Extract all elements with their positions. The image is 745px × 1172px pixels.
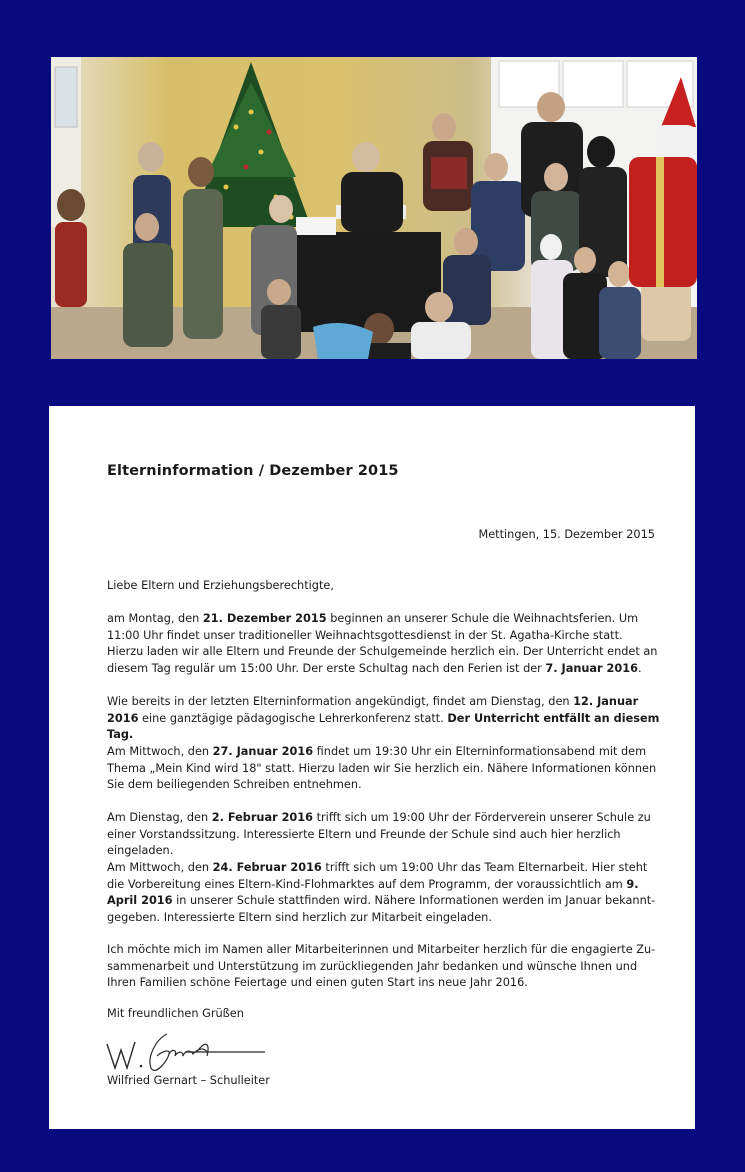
text-run: eine ganztägige pädagogische Lehrerkonferenz statt. bbox=[138, 711, 448, 725]
paragraph-4 bbox=[107, 810, 662, 860]
text-run: Am Mittwoch, den bbox=[107, 745, 213, 758]
bold-text: 24. Februar 2016 bbox=[212, 861, 322, 874]
paragraph-6 bbox=[107, 942, 662, 992]
text-run: Am Mittwoch, den bbox=[107, 861, 213, 874]
letter-date: Mettingen, 15. Dezember 2015 bbox=[478, 528, 655, 541]
paragraph-5 bbox=[107, 860, 662, 926]
letter bbox=[49, 406, 695, 1129]
text-run: in unserer Schule stattfinden wird. Nähere Informationen werden im Januar bekannt-gegeben. Interessierte Eltern sind herzlich zur Mitarbeit eingeladen. bbox=[107, 894, 656, 924]
salutation: Liebe Eltern und Erziehungsberechtigte, bbox=[107, 579, 334, 592]
bold-text: 21. Dezember 2015 bbox=[202, 612, 327, 625]
text-run: findet um 19:30 Uhr ein Elterninformationsabend mit dem Thema „Mein Kind wird 18" statt. Hierzu laden wir Sie herzlich ein. Nähere Informationen können Sie dem beiliegenden Schreiben entnehmen. bbox=[107, 745, 657, 792]
bold-text: 7. Januar 2016 bbox=[545, 661, 638, 675]
text-run: Am Dienstag, den bbox=[107, 811, 212, 824]
text-run: Wie bereits in der letzten Elterninformation angekündigt, findet am Dienstag, den bbox=[107, 695, 574, 708]
photo-scene-graphic bbox=[51, 57, 697, 359]
text-run: trifft sich um 19:00 Uhr der Förderverein unserer Schule zu einer Vorstandssitzung. Interessierte Eltern und Freunde der Schule sind auch hier herzlich eingeladen. bbox=[107, 811, 651, 858]
text-run: Ich möchte mich im Namen aller Mitarbeiterinnen und Mitarbeiter herzlich für die engagierte Zu-sammenarbeit und Unterstützung im zurückliegenden Jahr bedanken und wünsche Ihnen und Ihren Familien schöne Feiertage und einen guten Start ins neue Jahr 2016. bbox=[107, 943, 656, 990]
paragraph-1 bbox=[107, 611, 662, 677]
bold-text: 9. April 2016 bbox=[107, 877, 639, 908]
closing: Mit freundlichen Grüßen bbox=[107, 1007, 244, 1020]
bold-text: 12. Januar 2016 bbox=[107, 695, 639, 725]
text-run: am Montag, den bbox=[107, 612, 203, 625]
paragraph-2 bbox=[107, 694, 662, 744]
text-run: . bbox=[638, 661, 642, 675]
paragraph-3 bbox=[107, 744, 662, 794]
group-photo bbox=[51, 57, 697, 359]
signatory: Wilfried Gernart – Schulleiter bbox=[107, 1074, 270, 1087]
bold-text: 27. Januar 2016 bbox=[212, 745, 314, 758]
bold-text: 2. Februar 2016 bbox=[211, 811, 314, 824]
text-run: beginnen an unserer Schule die Weihnachtsferien. Um 11:00 Uhr findet unser traditioneller Weihnachtsgottesdienst in der St. Agatha-Kirche statt. Hierzu laden wir alle Eltern und Freunde der Schulgemeinde herzlich ein. Der Unterricht endet an diesem Tag regulär um 15:00 Uhr. Der erste Schultag nach den Ferien ist der bbox=[107, 612, 658, 675]
signature-graphic bbox=[105, 1028, 265, 1076]
letter-title: Elterninformation / Dezember 2015 bbox=[107, 463, 399, 479]
text-run: trifft sich um 19:00 Uhr das Team Elternarbeit. Hier steht die Vorbereitung eines Eltern-Kind-Flohmarktes auf dem Programm, der voraussichtlich am bbox=[107, 861, 648, 891]
bold-text: Der Unterricht entfällt an diesem Tag. bbox=[107, 711, 660, 742]
